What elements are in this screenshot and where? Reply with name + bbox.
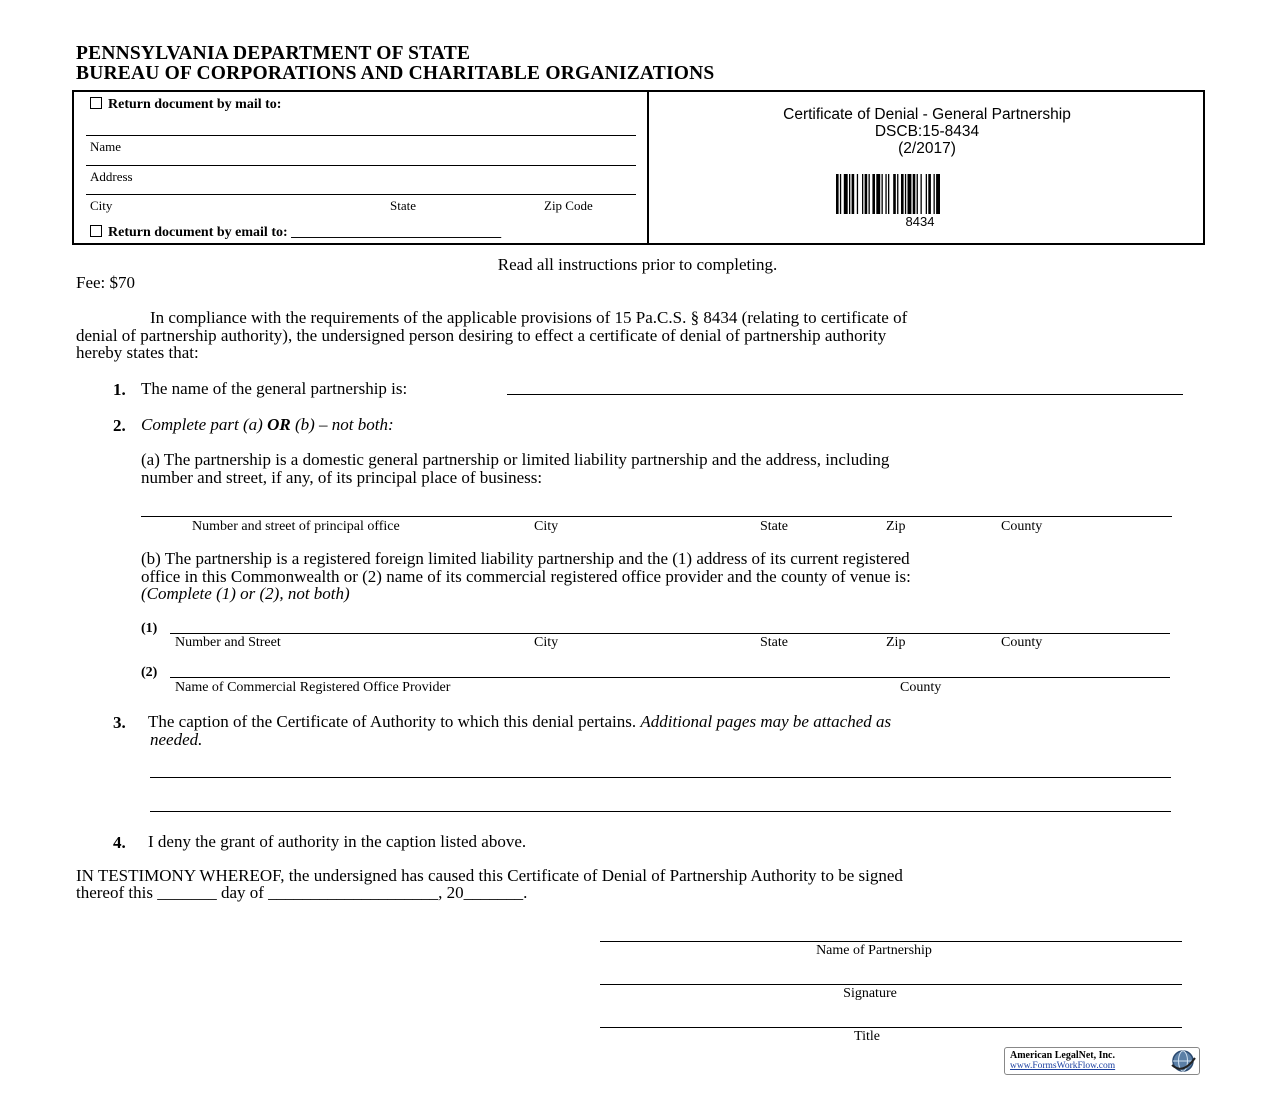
signature-line[interactable] xyxy=(600,984,1182,985)
return-by-mail-checkbox[interactable] xyxy=(90,97,102,109)
opt1-street-label: Number and Street xyxy=(175,635,281,650)
item-2-suffix: (b) – not both: xyxy=(290,415,394,434)
barcode-bar xyxy=(905,174,906,214)
barcode-bar xyxy=(928,174,931,214)
part-a-city-label: City xyxy=(534,519,559,534)
signature-label: Signature xyxy=(843,986,897,1001)
title-label: Title xyxy=(854,1029,880,1044)
return-by-email-label[interactable]: Return document by email to: ______________________________ xyxy=(108,225,502,240)
barcode-bar xyxy=(840,174,841,214)
commercial-provider-field-line[interactable] xyxy=(170,677,1170,678)
intro-line-3: hereby states that: xyxy=(76,343,199,362)
globe-icon xyxy=(1170,1049,1196,1073)
barcode-bar xyxy=(849,174,850,214)
form-id-box xyxy=(647,90,1205,245)
return-by-mail-label: Return document by mail to: xyxy=(108,97,282,112)
caption-field-line-2[interactable] xyxy=(150,811,1171,812)
option-1-marker: (1) xyxy=(141,621,158,636)
barcode-bar xyxy=(893,174,896,214)
barcode-bar xyxy=(897,174,898,214)
form-code: DSCB:15-8434 xyxy=(874,123,980,140)
fee-text: Fee: $70 xyxy=(76,273,136,292)
name-field-line[interactable] xyxy=(86,135,636,136)
barcode-bar xyxy=(852,174,855,214)
testimony-date-line[interactable]: thereof this _______ day of ____________________, 20_______. xyxy=(76,883,528,902)
part-b-line-1: (b) The partnership is a registered foreign limited liability partnership and the (1) address of its current registered xyxy=(141,549,910,568)
barcode-bar xyxy=(862,174,863,214)
provider-name-label: Name of Commercial Registered Office Provider xyxy=(175,680,451,695)
opt1-state-label: State xyxy=(760,635,788,650)
caption-field-line-1[interactable] xyxy=(150,777,1171,778)
part-a-line-2: number and street, if any, of its principal place of business: xyxy=(141,468,543,487)
return-by-mail-row xyxy=(90,97,281,113)
option-2-marker: (2) xyxy=(141,665,158,680)
form-title: Certificate of Denial - General Partnership xyxy=(783,106,1071,123)
barcode-bar xyxy=(888,174,889,214)
barcode-bar xyxy=(917,174,918,214)
barcode-bar xyxy=(934,174,935,214)
barcode-bar xyxy=(865,174,868,214)
barcode-bar xyxy=(921,174,922,214)
opt1-county-label: County xyxy=(1001,635,1043,650)
state-label: State xyxy=(390,198,416,213)
intro-line-2: denial of partnership authority), the undersigned person desiring to effect a certificate of denial of partnership authority xyxy=(76,326,887,345)
name-label: Name xyxy=(90,139,122,154)
partnership-name-signature-line[interactable] xyxy=(600,941,1182,942)
return-by-email-checkbox[interactable] xyxy=(90,225,102,237)
item-2-instruction xyxy=(141,416,394,434)
testimony-line-1: IN TESTIMONY WHEREOF, the undersigned has caused this Certificate of Denial of Partnership Authority to be signed xyxy=(76,866,903,885)
barcode-icon xyxy=(836,174,1004,214)
item-3-number: 3. xyxy=(113,713,126,732)
barcode-bar xyxy=(872,174,875,214)
barcode-bar xyxy=(901,174,904,214)
registered-office-address-field-line[interactable] xyxy=(170,633,1170,634)
part-a-county-label: County xyxy=(1001,519,1043,534)
barcode-number: 8434 xyxy=(905,214,935,229)
barcode-bar xyxy=(913,174,916,214)
address-label: Address xyxy=(90,169,133,184)
barcode-bar xyxy=(885,174,886,214)
address-field-line[interactable] xyxy=(86,165,636,166)
logo-company-name: American LegalNet, Inc. xyxy=(1010,1050,1115,1061)
city-label: City xyxy=(90,198,113,213)
item-3-italic: Additional pages may be attached as xyxy=(640,712,892,731)
item-2-or: OR xyxy=(267,415,291,434)
intro-line-1: In compliance with the requirements of the applicable provisions of 15 Pa.C.S. § 8434 (relating to certificate of xyxy=(150,308,908,327)
return-document-box xyxy=(72,90,649,245)
opt2-county-label: County xyxy=(900,680,942,695)
street-principal-label: Number and street of principal office xyxy=(192,519,400,534)
opt1-city-label: City xyxy=(534,635,559,650)
item-4-text: I deny the grant of authority in the caption listed above. xyxy=(148,832,527,851)
part-a-zip-label: Zip xyxy=(886,519,906,534)
instructions-text: Read all instructions prior to completing. xyxy=(497,255,778,274)
zip-code-label: Zip Code xyxy=(544,198,593,213)
partnership-name-field-line[interactable] xyxy=(507,394,1183,395)
opt1-zip-label: Zip xyxy=(886,635,906,650)
item-3-main: The caption of the Certificate of Authority to which this denial pertains. xyxy=(148,712,641,731)
barcode-bar xyxy=(844,174,848,214)
form-revision: (2/2017) xyxy=(898,140,956,157)
part-b-line-3: (Complete (1) or (2), not both) xyxy=(141,584,350,603)
item-4-number: 4. xyxy=(113,833,126,852)
barcode-bar xyxy=(936,174,940,214)
bureau-title: BUREAU OF CORPORATIONS AND CHARITABLE ORGANIZATIONS xyxy=(76,63,715,84)
item-3-needed: needed. xyxy=(150,730,203,749)
item-1-number: 1. xyxy=(113,380,126,399)
item-1-text: The name of the general partnership is: xyxy=(141,379,408,398)
agency-title: PENNSYLVANIA DEPARTMENT OF STATE xyxy=(76,43,471,64)
city-state-zip-field-line[interactable] xyxy=(86,194,636,195)
part-a-line-1: (a) The partnership is a domestic general partnership or limited liability partnership and the address, including xyxy=(141,450,890,469)
item-2-number: 2. xyxy=(113,416,126,435)
principal-office-field-line[interactable] xyxy=(141,516,1172,517)
barcode-bar xyxy=(836,174,839,214)
part-b-line-2: office in this Commonwealth or (2) name of its commercial registered office provider and the county of venue is: xyxy=(141,567,911,586)
title-line[interactable] xyxy=(600,1027,1182,1028)
item-3-text xyxy=(148,713,891,731)
barcode-bar xyxy=(876,174,880,214)
barcode-bar xyxy=(869,174,870,214)
return-by-email-row xyxy=(90,225,501,241)
part-a-state-label: State xyxy=(760,519,788,534)
american-legalnet-logo[interactable] xyxy=(1004,1047,1200,1075)
barcode-bar xyxy=(857,174,858,214)
barcode-bar xyxy=(908,174,912,214)
barcode-bar xyxy=(882,174,883,214)
name-of-partnership-label: Name of Partnership xyxy=(816,943,932,958)
item-2-prefix: Complete part (a) xyxy=(141,415,268,434)
logo-url-link[interactable]: www.FormsWorkFlow.com xyxy=(1010,1061,1116,1071)
barcode-bar xyxy=(926,174,927,214)
